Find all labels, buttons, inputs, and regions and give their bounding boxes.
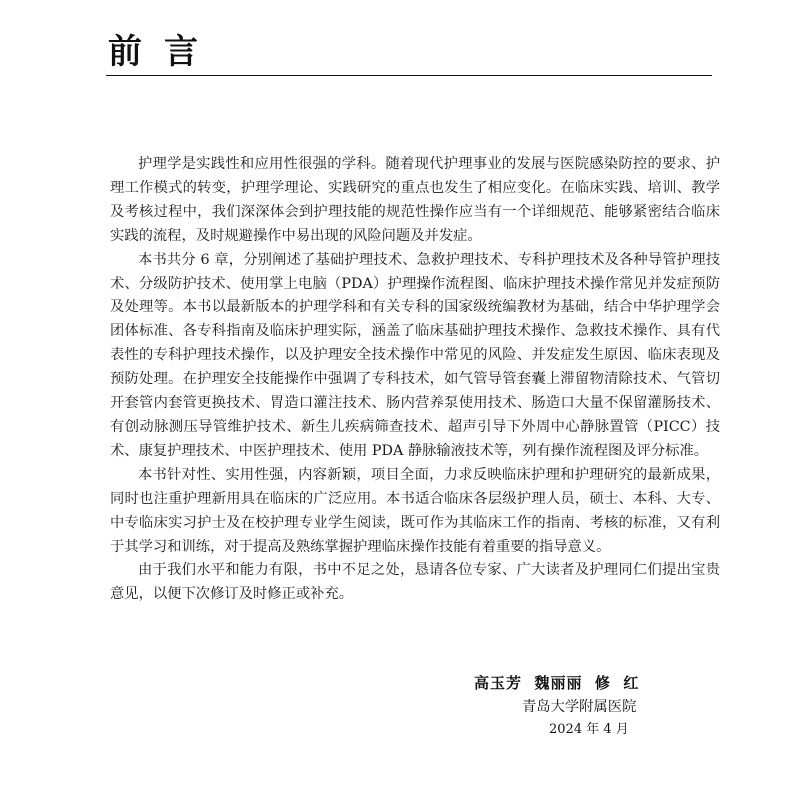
preface-body xyxy=(110,153,720,607)
paragraph-4: 由于我们水平和能力有限，书中不足之处，恳请各位专家、广大读者及护理同仁们提出宝贵意见，以便下次修订及时修正或补充。 xyxy=(110,562,720,603)
preface-date: 2024 年 4 月 xyxy=(549,722,629,737)
author-names: 高玉芳 魏丽丽 修 红 xyxy=(474,674,640,692)
page-title: 前言 xyxy=(108,32,220,72)
author-organization: 青岛大学附属医院 xyxy=(522,699,637,715)
paragraph-2: 本书共分 6 章，分别阐述了基础护理技术、急救护理技术、专科护理技术及各种导管护理技术、分级防护技术、使用掌上电脑（PDA）护理操作流程图、临床护理技术操作常见并发症预防及处理等。本书以最新版本的护理学科和有关专科的国家级统编教材为基础，结合中华护理学会团体标准、各专科指南及临床护理实际，涵盖了临床基础护理技术操作、急救技术操作、具有代表性的专科护理技术操作，以及护理安全技术操作中常见的风险、并发症发生原因、临床表现及预防处理。在护理安全技能操作中强调了专科技术，如气管导管套囊上滞留物清除技术、气管切开套管内套管更换技术、胃造口灌注技术、肠内营养泵使用技术、肠造口大量不保留灌肠技术、有创动脉测压导管维护技术、新生儿疾病筛查技术、超声引导下外周中心静脉置管（PICC）技术、康复护理技术、中医护理技术、使用 PDA 静脉输液技术等，列有操作流程图及评分标准。 xyxy=(110,251,720,459)
title-underline xyxy=(106,75,712,76)
paragraph-1: 护理学是实践性和应用性很强的学科。随着现代护理事业的发展与医院感染防控的要求、护理工作模式的转变，护理学理论、实践研究的重点也发生了相应变化。在临床实践、培训、教学及考核过程中，我们深深体会到护理技能的规范性操作应当有一个详细规范、能够紧密结合临床实践的流程，及时规避操作中易出现的风险问题及并发症。 xyxy=(110,156,720,244)
paragraph-3: 本书针对性、实用性强，内容新颖，项目全面，力求反映临床护理和护理研究的最新成果，同时也注重护理新用具在临床的广泛应用。本书适合临床各层级护理人员，硕士、本科、大专、中专临床实习护士及在校护理专业学生阅读，既可作为其临床工作的指南、考核的标准，又有利于其学习和训练，对于提高及熟练掌握护理临床操作技能有着重要的指导意义。 xyxy=(110,466,720,555)
